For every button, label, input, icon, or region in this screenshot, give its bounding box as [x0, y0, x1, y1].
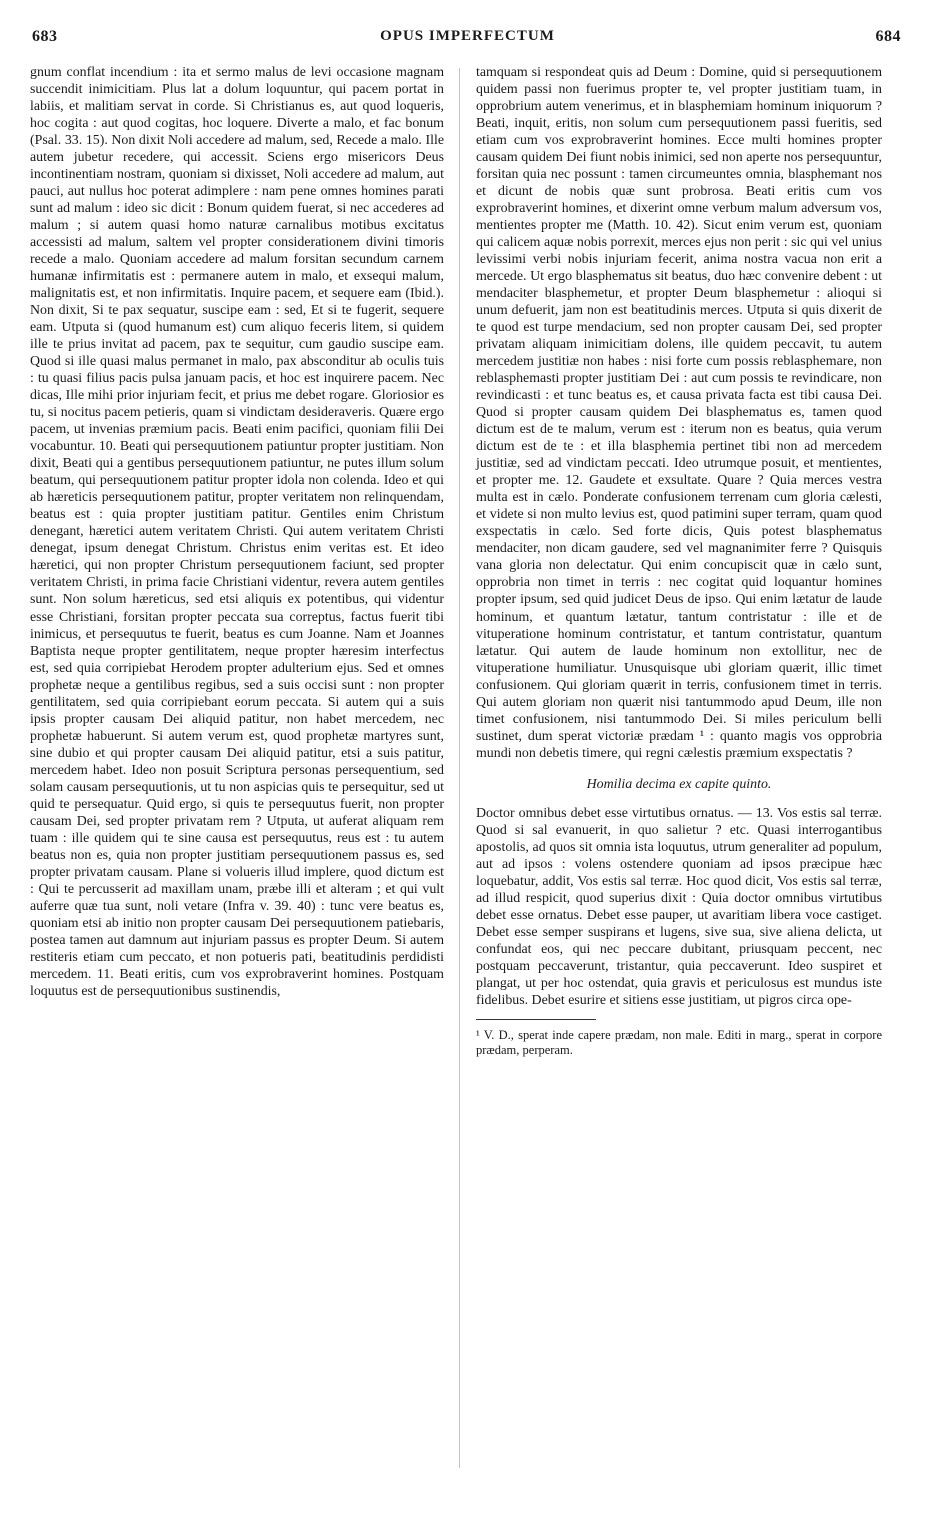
footnote-text: ¹ V. D., sperat inde capere prædam, non male. Editi in marg., sperat in corpore prædam, perperam. [476, 1027, 882, 1057]
footnote-rule [476, 1019, 596, 1020]
left-column-text: gnum conflat incendium : ita et sermo malus de levi occasione magnam succendit inimicitiam. Plus lat a dolum loquuntur, qui pacem portat in labiis, et malitiam servat in corde. Si Christianus es, aut quod loqueris, hoc cogita : aut quod cogitas, hoc loquere. Diverte a malo, et fac bonum (Psal. 33. 15). Non dixit Noli accedere ad malum, sed, Recede a malo. Ille autem jubetur recedere, qui accessit. Sciens ergo misericors Deus incontinentiam nostram, quoniam si dixisset, Noli accedere ad malum, aut pauci, aut nullus hoc poterat adimplere : nam pene omnes homines parati sunt ad malum : ideo sic dicit : Bonum quidem fuerat, si nec accederes ad malum ; si autem quasi homo naturæ carnalibus motibus excitatus accessisti ad malum, saltem vel propter considerationem divini timoris recede a malo. Quoniam accedere ad malum forsitan secundum carnem humanæ infirmitatis est : permanere autem in malo, et exsequi malum, malignitatis est, et non infirmitatis. Inquire pacem, et sequere eam (Ibid.). Non dixit, Si te pax sequatur, suscipe eam : sed, Et si te fugerit, sequere eam. Utputa si (quod humanum est) cum aliquo feceris litem, si quidem ille te prius invitat ad pacem, pax te sequitur, cum gaudio suscipe eam. Quod si ille quasi malus permanet in malo, pax absconditur ab oculis tuis : tu quasi filius pacis pulsa januam pacis, et hoc est inquirere pacem. Nec dicas, Ille mihi prior injuriam fecit, et prius me debet rogare. Gloriosior es tu, si nocitus pacem petieris, quam si vindictam desideraveris. Quære ergo pacem, ut invenias præmium pacis. Beati enim pacifici, quoniam filii Dei vocabuntur. 10. Beati qui persequutionem patiuntur propter justitiam. Non dixit, Beati qui a gentibus persequutionem patiuntur, ne putes illum solum beatum, qui persequutionem patitur propter idola non colenda. Ideo et qui ab hæreticis persequutionem patitur, propter veritatem non relinquendam, beatus est : quia propter justitiam patitur. Gentiles enim Christum denegant, hæretici autem veritatem Christi. Qui autem veritatem Christi denegat, ipsum denegat Christum. Christus enim veritas est. Et ideo hæretici, qui non propter Christum persequutionem faciunt, sed propter veritatem Christi, in prima facie Christiani videntur, revera autem gentiles sunt. Non solum hæreticus, sed etsi aliquis ex potentibus, qui videntur esse Christiani, forsitan propter peccata sua correptus, factus fuerit tibi inimicus, et persequutus te fuerit, beatus es cum Joanne. Nam et Joannes Baptista neque propter gentilitatem, neque propter hæresim interfectus est, sed quia corripiebat Herodem propter adulterium ejus. Sed et omnes prophetæ neque a gentilibus regibus, sed a suis occisi sunt : non propter gentilitatem, sed quia corripiebant eorum peccata. Si autem qui a suis ipsis propter causam Dei aliquid patitur, non habet mercedem, nec prophetæ habuerunt. Si autem verum est, quod prophetæ martyres sunt, sine dubio et qui propter causam Dei aliquid patitur, etsi a suis patitur, mercedem habet. Ideo non posuit Scriptura personas persequentium, sed solam causam persequutionis, ut tu non aspicias quis te persequitur, sed ut quid te persequatur. Quid ergo, si quis te persequutus fuerit, non propter causam Dei, sed propter privatam rem ? Utputa, ut auferat aliquam rem tuam : ille quidem qui te sine causa est persequutus, reus est : tu autem beatus non es, quia non propter justitiam persequutionem passus es, sed propter privatam causam. Plane si volueris illud implere, quod dictum est : Qui te percusserit ad maxillam unam, præbe illi et alteram ; et qui vult auferre quæ tua sunt, noli vetare (Infra v. 39. 40) : tunc vere beatus es, quoniam etsi ab initio non propter causam Dei persequutionem patiebaris, postea tamen aut damnum aut injuriam passus es propter Deum. Si autem restiteris etiam cum peccato, et non potueris pati, beatitudinis perdidisti mercedem. 11. Beati eritis, cum vos exprobraverint homines. Postquam loquutus est de persequutionibus sustinendis, [30, 65, 444, 999]
page-number-right: 684 [875, 28, 901, 45]
right-column [476, 64, 882, 1058]
homily-heading: Homilia decima ex capite quinto. [586, 776, 772, 792]
left-column [30, 64, 444, 1000]
page-header [28, 28, 907, 52]
column-divider [459, 68, 460, 1468]
footnote [476, 1028, 882, 1058]
right-column-text: tamquam si respondeat quis ad Deum : Domine, quid si persequutionem quidem passi non fuerimus propter te, vel propter justitiam tuam, in opprobrium autem venerimus, et in blasphemiam hominum iniquorum ? Beati, inquit, eritis, non solum cum persequutionem passi fueritis, sed etiam cum vos exprobraverint homines. Ecce multi homines propter causam quidem Dei fiunt nobis inimici, sed non aperte nos persequuntur, forsitan quia nec possunt : tamen circumeuntes omnia, blasphemant nos et dicunt de nobis quæ sunt probrosa. Beati eritis cum vos exprobraverint homines, et dixerint omne verbum malum adversum vos, mentientes propter me (Matth. 10. 42). Sicut enim verum est, quoniam qui calicem aquæ nobis porrexit, merces ejus non perit : sic qui vel unius levissimi verbi nobis injuriam fecerit, anima nostra vacua non erit a mercede. Ut ergo blasphematus sit beatus, duo hæc convenire debent : ut mendaciter blasphemetur, et propter Deum blasphemetur : alioqui si unum defuerit, jam non est beatitudinis merces. Utputa si quis dixerit de te quod est turpe mendacium, sed non propter causam Dei, sed propter privatam aliquam inimicitiam dolens, ille quidem peccavit, tu autem mercedem justitiæ non habes : nisi forte cum possis reblasphemare, non reblasphemasti propter justitiam Dei : aut cum possis te revindicare, non revindicasti : et tunc beatus es, et causa privata facta est tibi causa Dei. Quod si propter causam quidem Dei blasphematus es, tamen quod dictum est de te malum, verum est : iterum non es beatus, quia verum dictum est de te : et illa blasphemia pertinet tibi non ad mercedem justitiæ, sed ad vindictam peccati. Ideo utrumque posuit, et mentientes, et propter me. 12. Gaudete et exsultate. Quare ? Quia merces vestra multa est in cælo. Ponderate confusionem terrenam cum gloria cælesti, et videte si non multo levius est, quod patimini super terram, quam quod exspectatis in cælo. Sed forte dicis, Quis potest blasphematus mendaciter, non dicam gaudere, sed vel magnanimiter ferre ? Quisquis vana gloria non delectatur. Qui enim concupiscit quæ in cælo sunt, opprobria non timet in terris : nec cogitat quid loquantur homines propter ipsum, sed quid judicet Deus de ipso. Qui enim lætatur de laude hominum, et quantum lætatur, tantum contristatur : ille et de vituperatione hominum contristatur, et tantum contristatur, quantum lætatur. Qui autem de laude hominum non extollitur, nec de vituperatione humiliatur. Unusquisque ubi gloriam quærit, illic timet confusionem. Qui gloriam quærit in terris, confusionem timet in terris. Qui autem gloriam non quærit nisi tantummodo apud Deum, ille non timet confusionem, nisi tantummodo Dei. Si miles periculum belli sustinet, dum sperat victoriæ prædam ¹ : quanto magis vos opprobria mundi non debetis timere, qui regni cælestis præmium exspectatis ? [476, 65, 882, 761]
page-number-left: 683 [32, 28, 58, 45]
running-title: OPUS IMPERFECTUM [380, 28, 555, 44]
homily-text: Doctor omnibus debet esse virtutibus ornatus. — 13. Vos estis sal terræ. Quod si sal evanuerit, in quo salietur ? etc. Quasi interrogantibus apostolis, ad quos sit omnia ista loquutus, utrum generaliter ad populum, aut ad ipsos : volens ostendere quoniam ad ipsos præcipue hæc loquebatur, addit, Vos estis sal terræ. Hoc quod dicit, Vos estis sal terræ, ad illud respicit, quod superius dixit : Quia doctor omnibus virtutibus debet esse ornatus. Debet esse pauper, ut avaritiam libera voce castiget. Debet esse semper suspirans et lugens, sive sua, sive aliena delicta, ut confundat eos, qui nec peccare dubitant, priusquam peccent, nec postquam peccaverunt, tristantur, quia peccaverunt. Ideo suspiret et plangat, ut per hoc ostendat, quia gravis et periculosus est mundus iste fidelibus. Debet esurire et sitiens esse justitiam, ut pigros circa ope- [476, 805, 882, 1008]
